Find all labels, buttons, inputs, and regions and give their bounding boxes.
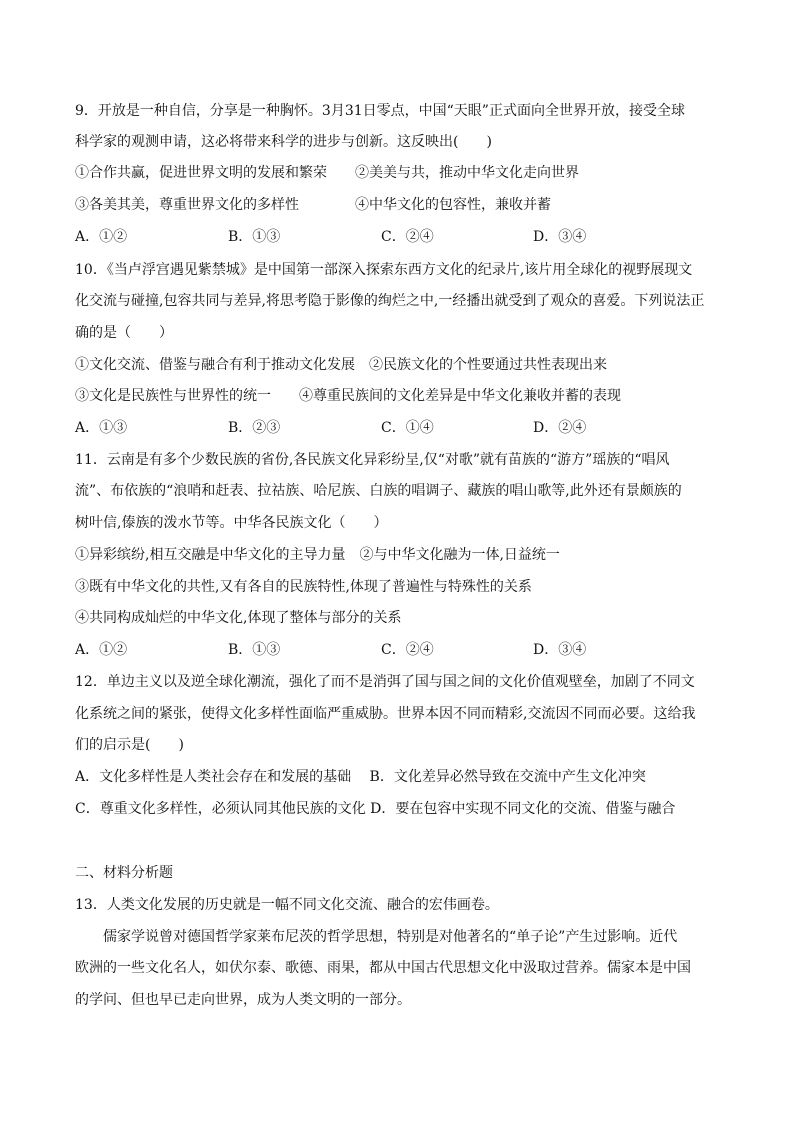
q12-options-cd: C．尊重文化多样性，必须认同其他民族的文化 D．要在包容中实现不同文化的交流、借鉴与融合 [75,801,676,817]
q10-option-b: B．②③ [228,420,281,436]
q12-stem-line-2: 化系统之间的紧张，使得文化多样性面临严重威胁。世界本因不同而精彩,交流因不同而必要。这给我 [75,706,696,722]
q9-option-a: A．①② [75,229,128,245]
q9-options [75,227,725,247]
q13-material-line-3: 的学问、但也早已走向世界，成为人类文明的一部分。 [75,992,411,1008]
q13-material-line-2: 欧洲的一些文化名人，如伏尔泰、歌德、雨果，都从中国古代思想文化中汲取过营养。儒家本是中国 [75,960,691,976]
q10-stem-line-1: 10．《当卢浮宫遇见紫禁城》是中国第一部深入探索东西方文化的纪录片,该片用全球化的视野展现文 [75,262,693,278]
q9-statement-2: ③各美其美，尊重世界文化的多样性 ④中华文化的包容性，兼收并蓄 [75,197,551,213]
q11-stem-line-2: 流”、布依族的“浪哨和赶表、拉祜族、哈尼族、白族的唱调子、藏族的唱山歌等,此外还有景颇族的 [75,483,682,499]
q11-option-b: B．①③ [228,642,281,658]
q9-option-c: C．②④ [381,229,434,245]
q10-stem-line-3: 确的是（ ） [75,325,173,341]
q10-options [75,418,725,438]
q13-stem: 13．人类文化发展的历史就是一幅不同文化交流、融合的宏伟画卷。 [75,897,499,913]
q9-statement-1: ①合作共赢，促进世界文明的发展和繁荣 ②美美与共，推动中华文化走向世界 [75,165,579,181]
q12-stem-line-3: 们的启示是( ) [75,737,184,753]
q12-options-ab: A．文化多样性是人类社会存在和发展的基础 B．文化差异必然导致在交流中产生文化冲突 [75,769,646,785]
q10-option-d: D．②④ [533,420,587,436]
q10-statement-2: ③文化是民族性与世界性的统一 ④尊重民族间的文化差异是中华文化兼收并蓄的表现 [75,388,621,404]
q11-statement-3: ④共同构成灿烂的中华文化,体现了整体与部分的关系 [75,610,402,626]
q11-option-d: D．③④ [533,642,587,658]
q13-material-line-1: 儒家学说曾对德国哲学家莱布尼茨的哲学思想，特别是对他著名的“单子论”产生过影响。近代 [103,929,678,945]
q11-stem-line-3: 树叶信,傣族的泼水节等。中华各民族文化（ ） [75,515,388,531]
q11-stem-line-1: 11．云南是有多个少数民族的省份,各民族文化异彩纷呈,仅“对歌”就有苗族的“游方”瑶族的“唱风 [75,452,670,468]
q11-options [75,640,725,660]
q10-statement-1: ①文化交流、借鉴与融合有利于推动文化发展 ②民族文化的个性要通过共性表现出来 [75,357,607,373]
q10-stem-line-2: 化交流与碰撞,包容共同与差异,将思考隐于影像的绚烂之中,一经播出就受到了观众的喜爱。下列说法正 [75,293,705,309]
q9-stem-line-2: 科学家的观测申请，这必将带来科学的进步与创新。这反映出( ) [75,134,492,150]
q11-statement-2: ③既有中华文化的共性,又有各自的民族特性,体现了普遍性与特殊性的关系 [75,579,532,595]
q9-stem-line-1: 9．开放是一种自信，分享是一种胸怀。3月31日零点，中国“天眼”正式面向全世界开放，接受全球 [75,103,685,119]
section-title-material-analysis: 二、材料分析题 [75,865,173,881]
q12-stem-line-1: 12．单边主义以及逆全球化潮流，强化了而不是消弭了国与国之间的文化价值观壁垒，加剧了不同文 [75,674,695,690]
q10-option-c: C．①④ [381,420,434,436]
q11-option-c: C．②④ [381,642,434,658]
q10-option-a: A．①③ [75,420,128,436]
q9-option-b: B．①③ [228,229,281,245]
q11-option-a: A．①② [75,642,128,658]
q9-option-d: D．③④ [533,229,587,245]
q11-statement-1: ①异彩缤纷,相互交融是中华文化的主导力量 ②与中华文化融为一体,日益统一 [75,547,560,563]
